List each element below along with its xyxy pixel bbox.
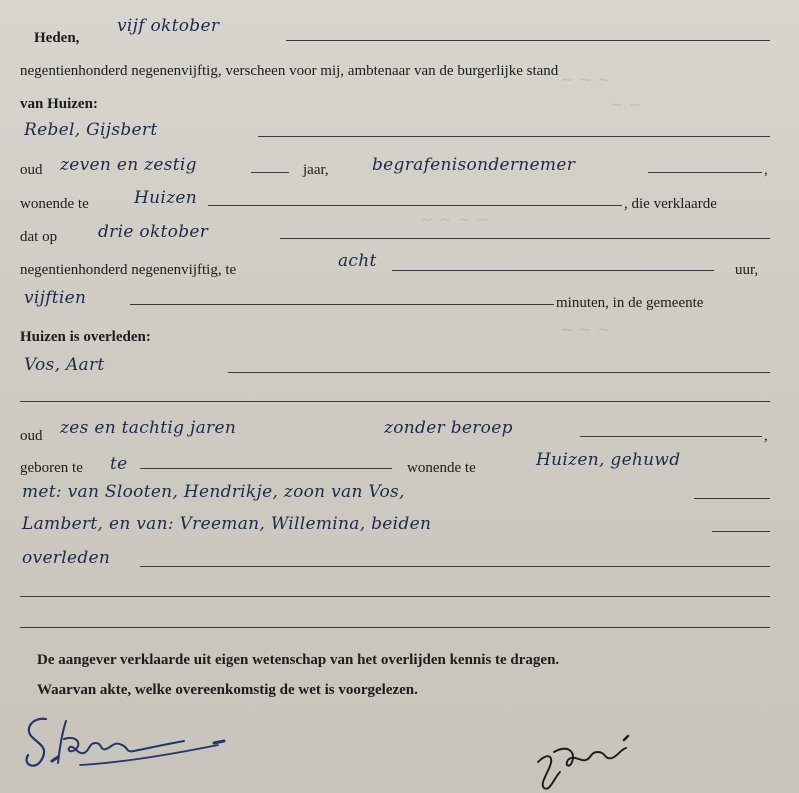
- fill-line: [712, 531, 770, 532]
- fill-line: [140, 566, 770, 567]
- label-jaar: jaar,: [303, 162, 329, 178]
- fill-line: [208, 205, 622, 206]
- label-wonende-te-deceased: wonende te: [407, 460, 476, 476]
- handwritten-birthplace: te: [110, 454, 128, 474]
- handwritten-deceased-occupation: zonder beroep: [384, 418, 513, 438]
- fill-line: [20, 596, 770, 597]
- handwritten-deceased-age: zes en tachtig jaren: [60, 418, 237, 438]
- comma: ,: [764, 428, 768, 444]
- label-oud: oud: [20, 162, 43, 178]
- fill-line: [20, 627, 770, 628]
- registrar-signature: [520, 722, 640, 792]
- handwritten-declarant-age: zeven en zestig: [60, 155, 197, 175]
- handwritten-deceased-name: Vos, Aart: [24, 355, 105, 375]
- bleed-through-text: ~ ~ ~ ~: [420, 210, 489, 229]
- handwritten-details-line-3: overleden: [22, 548, 111, 568]
- fill-line: [280, 238, 770, 239]
- label-oud-deceased: oud: [20, 428, 43, 444]
- fill-line: [130, 304, 554, 305]
- fill-line: [228, 372, 770, 373]
- fill-line: [648, 172, 762, 173]
- handwritten-date: vijf oktober: [117, 16, 220, 36]
- bleed-through-text: ~ ~ ~: [560, 70, 611, 89]
- label-geboren-te: geboren te: [20, 460, 83, 476]
- label-die-verklaarde: , die verklaarde: [624, 196, 717, 212]
- fill-line: [286, 40, 770, 41]
- handwritten-deceased-residence: Huizen, gehuwd: [536, 450, 681, 470]
- fill-line: [258, 136, 770, 137]
- handwritten-minutes: vijftien: [24, 288, 87, 308]
- fill-line: [580, 436, 762, 437]
- handwritten-residence: Huizen: [134, 188, 197, 208]
- bleed-through-text: ~ ~ ~: [560, 320, 611, 339]
- declaration-line-1: De aangever verklaarde uit eigen wetenschap van het overlijden kennis te dragen.: [37, 652, 560, 668]
- label-negentienhonderd-te: negentienhonderd negenenvijftig, te: [20, 262, 237, 278]
- handwritten-death-date: drie oktober: [98, 222, 209, 242]
- label-van-huizen: van Huizen:: [20, 96, 98, 112]
- declaration-line-2: Waarvan akte, welke overeenkomstig de wet is voorgelezen.: [37, 682, 418, 698]
- label-wonende-te: wonende te: [20, 196, 89, 212]
- label-dat-op: dat op: [20, 229, 58, 245]
- handwritten-details-line-2: Lambert, en van: Vreeman, Willemina, beiden: [22, 514, 432, 534]
- label-minuten: minuten, in de gemeente: [556, 295, 704, 311]
- handwritten-occupation: begrafenisondernemer: [372, 155, 576, 175]
- label-negentienhonderd-verscheen: negentienhonderd negenenvijftig, verscheen voor mij, ambtenaar van de burgerlijke stand: [20, 63, 559, 79]
- label-heden: Heden,: [34, 30, 80, 46]
- comma: ,: [764, 162, 768, 178]
- handwritten-declarant-name: Rebel, Gijsbert: [24, 120, 158, 140]
- label-uur: uur,: [735, 262, 759, 278]
- fill-line: [140, 468, 392, 469]
- declarant-signature: [18, 705, 238, 780]
- label-huizen-overleden: Huizen is overleden:: [20, 329, 151, 345]
- fill-line: [694, 498, 770, 499]
- bleed-through-text: ~ ~: [610, 95, 642, 114]
- fill-line: [20, 401, 770, 402]
- fill-line: [392, 270, 714, 271]
- handwritten-hour: acht: [338, 251, 377, 271]
- fill-line: [251, 172, 289, 173]
- handwritten-details-line-1: met: van Slooten, Hendrikje, zoon van Vos,: [22, 482, 405, 502]
